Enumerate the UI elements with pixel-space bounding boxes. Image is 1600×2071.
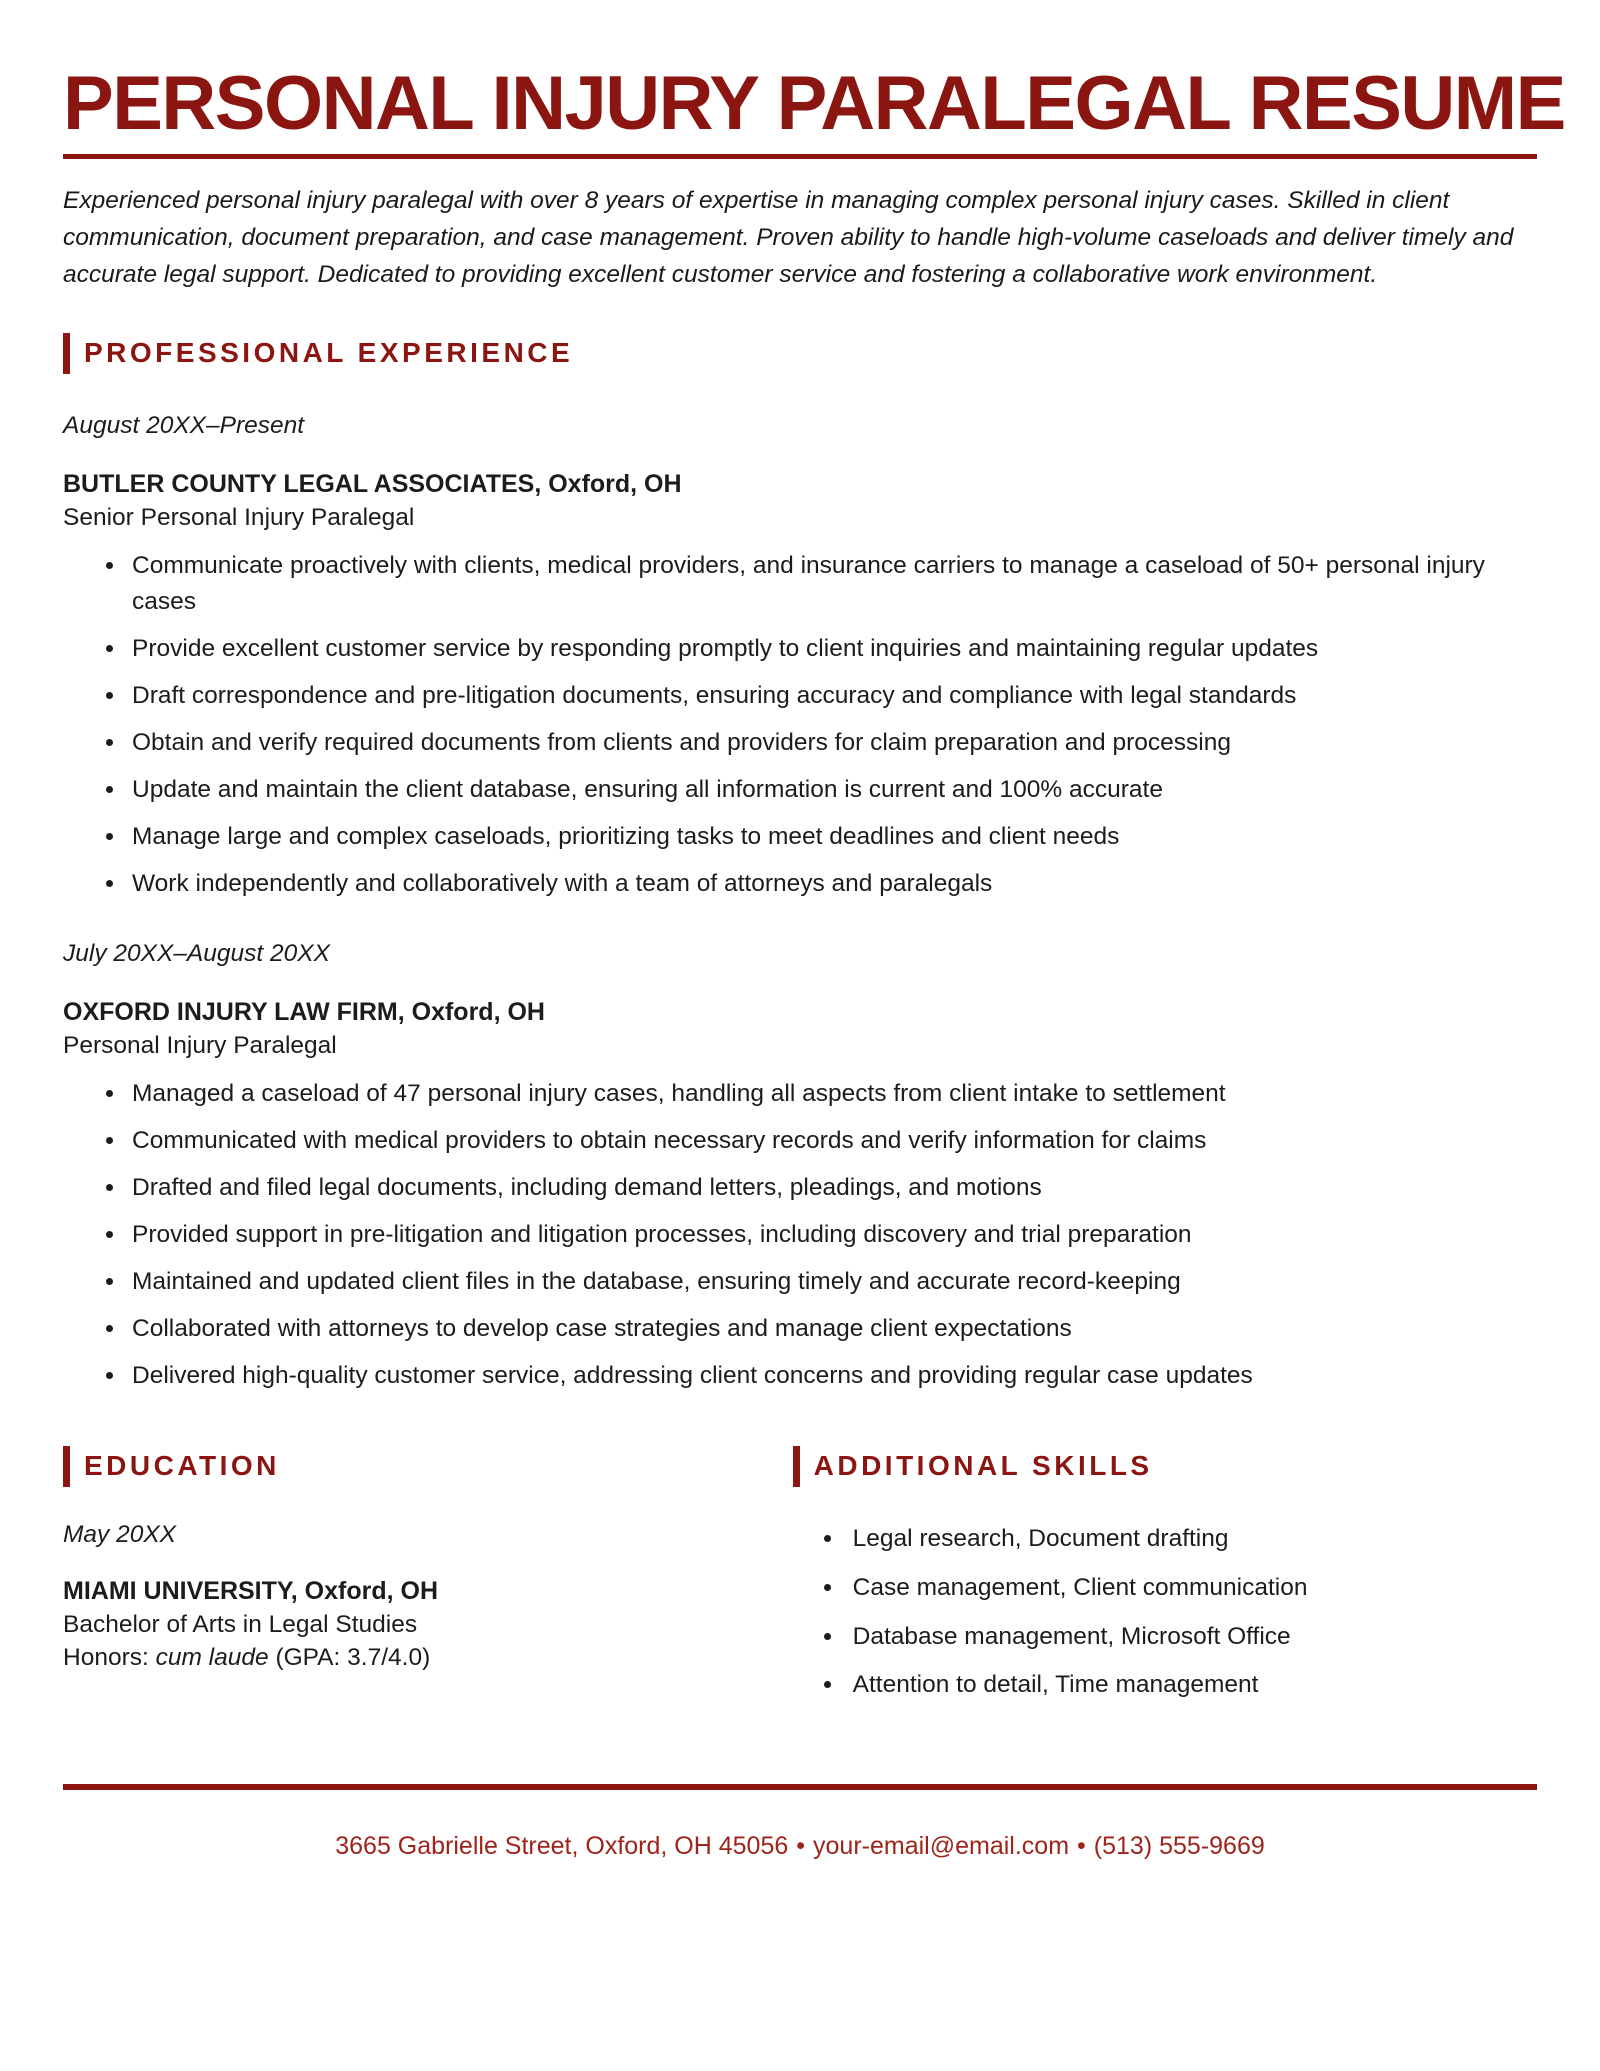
section-heading-education: EDUCATION	[63, 1446, 793, 1487]
page-title: PERSONAL INJURY PARALEGAL RESUME	[63, 61, 1565, 146]
job-company: OXFORD INJURY LAW FIRM, Oxford, OH	[63, 998, 545, 1027]
job-role: Personal Injury Paralegal	[63, 1032, 337, 1060]
education-date: May 20XX	[63, 1520, 177, 1548]
bottom-two-column-area	[63, 1446, 1537, 1718]
contact-address: 3665 Gabrielle Street, Oxford, OH 45056	[335, 1832, 789, 1861]
job-role: Senior Personal Injury Paralegal	[63, 504, 415, 532]
education-honors-label: Honors:	[63, 1643, 156, 1671]
education-school: MIAMI UNIVERSITY, Oxford, OH	[63, 1576, 439, 1605]
summary-paragraph: Experienced personal injury paralegal with over 8 years of expertise in managing complex personal injury cases. Skilled in client communication, document preparation, and case management. Proven ability to handle high-volume caseloads and deliver timely and accurate legal support. Dedicated to providing excellent customer service and fostering a collaborative work environment.	[63, 187, 1514, 288]
section-heading-additional-skills: ADDITIONAL SKILLS	[793, 1446, 1537, 1487]
footer-rule	[63, 1784, 1537, 1790]
skills-list	[793, 1523, 1537, 1701]
job-bullet: • Draft correspondence and pre-litigation documents, ensuring accuracy and compliance with legal standards	[127, 678, 1537, 714]
job-bullet: • Obtain and verify required documents from clients and providers for claim preparation and processing	[127, 725, 1537, 761]
job-bullet: • Provide excellent customer service by responding promptly to client inquiries and maintaining regular updates	[127, 631, 1537, 667]
footer	[63, 1784, 1537, 1861]
section-additional-skills	[793, 1446, 1537, 1718]
job-block	[63, 940, 1537, 1394]
job-bullet: • Update and maintain the client database, ensuring all information is current and 100% accurate	[127, 772, 1537, 808]
job-bullet: • Managed a caseload of 47 personal injury cases, handling all aspects from client intake to settlement	[127, 1076, 1537, 1112]
job-bullet: • Manage large and complex caseloads, prioritizing tasks to meet deadlines and client needs	[127, 819, 1537, 855]
skill-item: • Legal research, Document drafting	[845, 1523, 1537, 1555]
job-bullet: • Communicate proactively with clients, medical providers, and insurance carriers to manage a caseload of 50+ personal injury cases	[127, 548, 1537, 620]
job-company: BUTLER COUNTY LEGAL ASSOCIATES, Oxford, OH	[63, 470, 682, 499]
job-bullet: • Maintained and updated client files in the database, ensuring timely and accurate record-keeping	[127, 1264, 1537, 1300]
job-bullet: • Work independently and collaboratively with a team of attorneys and paralegals	[127, 866, 1537, 902]
section-professional-experience	[63, 333, 1537, 1394]
contact-email: your-email@email.com	[813, 1832, 1070, 1861]
skill-item: • Case management, Client communication	[845, 1572, 1537, 1604]
job-bullet: • Delivered high-quality customer service, addressing client concerns and providing regular case updates	[127, 1358, 1537, 1394]
education-honors	[63, 1644, 793, 1672]
job-bullet: • Collaborated with attorneys to develop case strategies and manage client expectations	[127, 1311, 1537, 1347]
job-dates: July 20XX–August 20XX	[63, 940, 330, 968]
skill-item: • Attention to detail, Time management	[845, 1669, 1537, 1701]
contact-separator: •	[796, 1832, 806, 1861]
section-heading-professional-experience: PROFESSIONAL EXPERIENCE	[63, 333, 1537, 374]
education-honors-latin: cum laude	[155, 1643, 269, 1671]
education-honors-gpa: (GPA: 3.7/4.0)	[268, 1643, 431, 1671]
title-rule	[63, 154, 1537, 159]
job-dates: August 20XX–Present	[63, 412, 305, 440]
job-bullet: • Communicated with medical providers to obtain necessary records and verify information for claims	[127, 1123, 1537, 1159]
education-degree: Bachelor of Arts in Legal Studies	[63, 1610, 418, 1638]
job-bullet: • Provided support in pre-litigation and litigation processes, including discovery and trial preparation	[127, 1217, 1537, 1253]
contact-separator: •	[1077, 1832, 1086, 1861]
job-bullet-list	[63, 1076, 1537, 1394]
job-bullet: • Drafted and filed legal documents, including demand letters, pleadings, and motions	[127, 1170, 1537, 1206]
job-bullet-list	[63, 548, 1537, 902]
job-block	[63, 412, 1537, 902]
skill-item: • Database management, Microsoft Office	[845, 1621, 1537, 1653]
contact-line	[63, 1832, 1537, 1861]
section-education	[63, 1446, 793, 1718]
contact-phone: (513) 555-9669	[1093, 1832, 1265, 1861]
